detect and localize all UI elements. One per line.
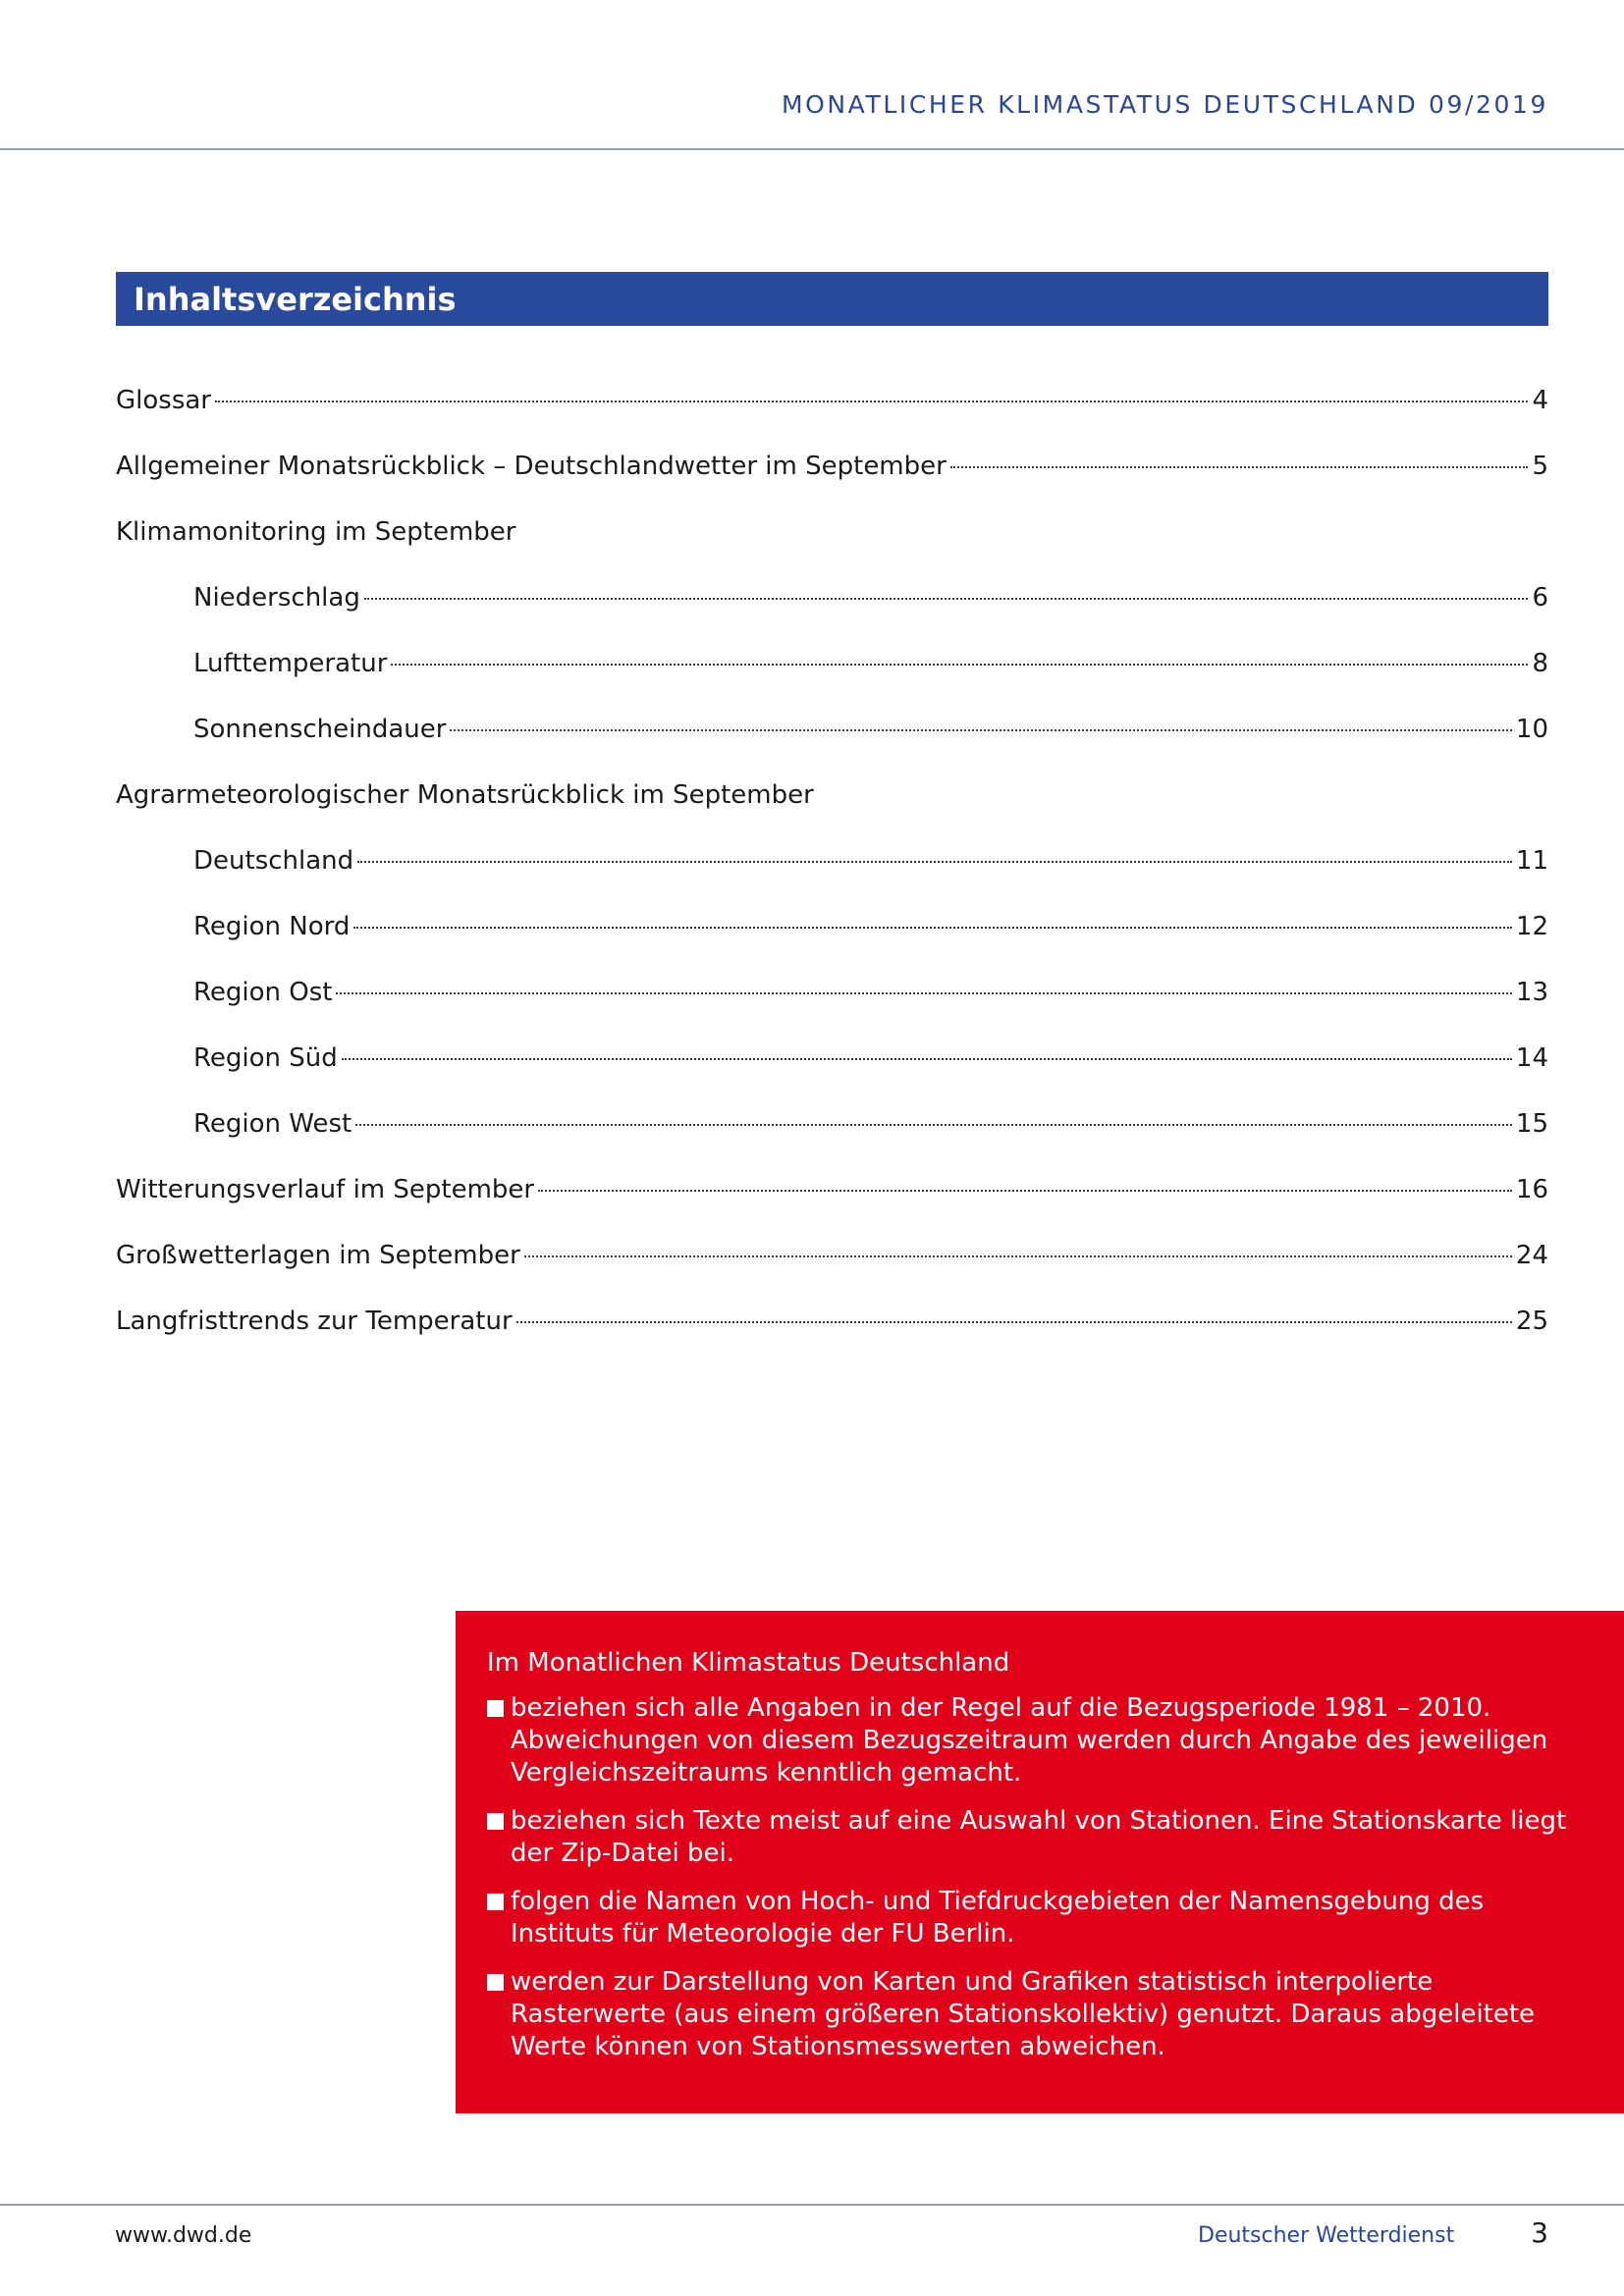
toc-heading-bar (116, 272, 1548, 326)
info-box-item-text: beziehen sich Texte meist auf eine Auswahl von Stationen. Eine Stationskarte liegt der Zip-Datei bei. (511, 1806, 1567, 1868)
toc-leader-dots (353, 927, 1512, 929)
toc-leader-dots (364, 598, 1529, 600)
toc-entry-label: Region Ost (193, 978, 333, 1007)
toc-entry-region-nord[interactable] (116, 905, 1548, 971)
toc-entry-page: 10 (1515, 715, 1548, 744)
table-of-contents (116, 379, 1548, 1365)
toc-entry-page: 25 (1515, 1307, 1548, 1336)
toc-entry-page: 13 (1515, 978, 1548, 1007)
toc-leader-dots (355, 1124, 1512, 1126)
toc-entry-page: 16 (1515, 1175, 1548, 1204)
toc-entry-monatsrueckblick[interactable] (116, 445, 1548, 510)
toc-entry-witterungsverlauf[interactable] (116, 1168, 1548, 1234)
toc-leader-dots (336, 992, 1511, 994)
toc-entry-label: Deutschland (193, 846, 354, 876)
toc-entry-region-ost[interactable] (116, 971, 1548, 1037)
toc-heading: Inhaltsverzeichnis (134, 281, 457, 318)
toc-entry-page: 12 (1515, 912, 1548, 941)
toc-entry-label: Großwetterlagen im September (116, 1241, 520, 1270)
toc-entry-lufttemperatur[interactable] (116, 642, 1548, 708)
square-bullet-icon (487, 1700, 504, 1717)
footer-website-link[interactable]: www.dwd.de (115, 2223, 252, 2248)
toc-section-label: Klimamonitoring im September (116, 517, 516, 547)
toc-entry-grosswetterlagen[interactable] (116, 1234, 1548, 1300)
toc-entry-label: Region Nord (193, 912, 351, 941)
toc-entry-page: 5 (1532, 452, 1548, 481)
toc-entry-page: 8 (1532, 649, 1548, 678)
toc-entry-label: Sonnenscheindauer (193, 715, 447, 744)
toc-entry-niederschlag[interactable] (116, 576, 1548, 642)
info-box-item (487, 1966, 1585, 2063)
toc-leader-dots (538, 1190, 1512, 1192)
toc-entry-label: Region Süd (193, 1043, 338, 1073)
toc-section-agrarmeteorologie (116, 774, 1548, 839)
square-bullet-icon (487, 1974, 504, 1991)
toc-leader-dots (391, 664, 1528, 666)
toc-entry-label: Lufttemperatur (193, 649, 388, 678)
toc-entry-glossar[interactable] (116, 379, 1548, 445)
toc-section-klimamonitoring (116, 510, 1548, 576)
info-box-item (487, 1692, 1585, 1789)
toc-entry-page: 15 (1515, 1109, 1548, 1139)
info-box-item (487, 1805, 1585, 1870)
footer-page-number: 3 (1531, 2216, 1548, 2249)
toc-entry-page: 24 (1515, 1241, 1548, 1270)
toc-leader-dots (342, 1058, 1512, 1060)
toc-entry-label: Allgemeiner Monatsrückblick – Deutschlandwetter im September (116, 452, 947, 481)
toc-leader-dots (950, 466, 1529, 468)
toc-entry-label: Witterungsverlauf im September (116, 1175, 535, 1204)
toc-leader-dots (357, 861, 1512, 863)
toc-entry-label: Glossar (116, 386, 211, 415)
footer-organization: Deutscher Wetterdienst (1198, 2223, 1455, 2248)
toc-leader-dots (516, 1321, 1512, 1323)
info-box-item-text: folgen die Namen von Hoch- und Tiefdruckgebieten der Namensgebung des Instituts für Meteorologie der FU Berlin. (511, 1887, 1485, 1949)
square-bullet-icon (487, 1813, 504, 1830)
toc-entry-page: 4 (1532, 386, 1548, 415)
header-title: MONATLICHER KLIMASTATUS DEUTSCHLAND 09/2019 (781, 90, 1548, 119)
info-box (456, 1611, 1624, 2113)
footer-divider (0, 2204, 1624, 2206)
info-box-item-text: werden zur Darstellung von Karten und Grafiken statistisch interpolierte Rasterwerte (aus einem größeren Stationskollektiv) genutzt. Daraus abgeleitete Werte können von Stationsmesswerten abweichen. (511, 1967, 1536, 2061)
info-box-item (487, 1886, 1585, 1950)
toc-leader-dots (450, 729, 1511, 731)
header-divider (0, 148, 1624, 150)
toc-entry-page: 14 (1515, 1043, 1548, 1073)
square-bullet-icon (487, 1894, 504, 1910)
toc-entry-label: Region West (193, 1109, 352, 1139)
toc-entry-deutschland[interactable] (116, 839, 1548, 905)
toc-leader-dots (215, 400, 1528, 402)
toc-entry-page: 6 (1532, 583, 1548, 613)
toc-section-label: Agrarmeteorologischer Monatsrückblick im September (116, 780, 814, 810)
toc-entry-region-sued[interactable] (116, 1037, 1548, 1102)
info-box-item-text: beziehen sich alle Angaben in der Regel auf die Bezugsperiode 1981 – 2010. Abweichungen von diesem Bezugszeitraum werden durch Angabe des jeweiligen Vergleichszeitraums kenntlich gemacht. (511, 1693, 1548, 1788)
toc-entry-label: Langfristtrends zur Temperatur (116, 1307, 513, 1336)
toc-entry-label: Niederschlag (193, 583, 360, 613)
toc-leader-dots (524, 1255, 1512, 1257)
toc-entry-sonnenscheindauer[interactable] (116, 708, 1548, 774)
info-box-intro: Im Monatlichen Klimastatus Deutschland (487, 1648, 1010, 1678)
toc-entry-page: 11 (1515, 846, 1548, 876)
toc-entry-langfristtrends[interactable] (116, 1300, 1548, 1365)
toc-entry-region-west[interactable] (116, 1102, 1548, 1168)
